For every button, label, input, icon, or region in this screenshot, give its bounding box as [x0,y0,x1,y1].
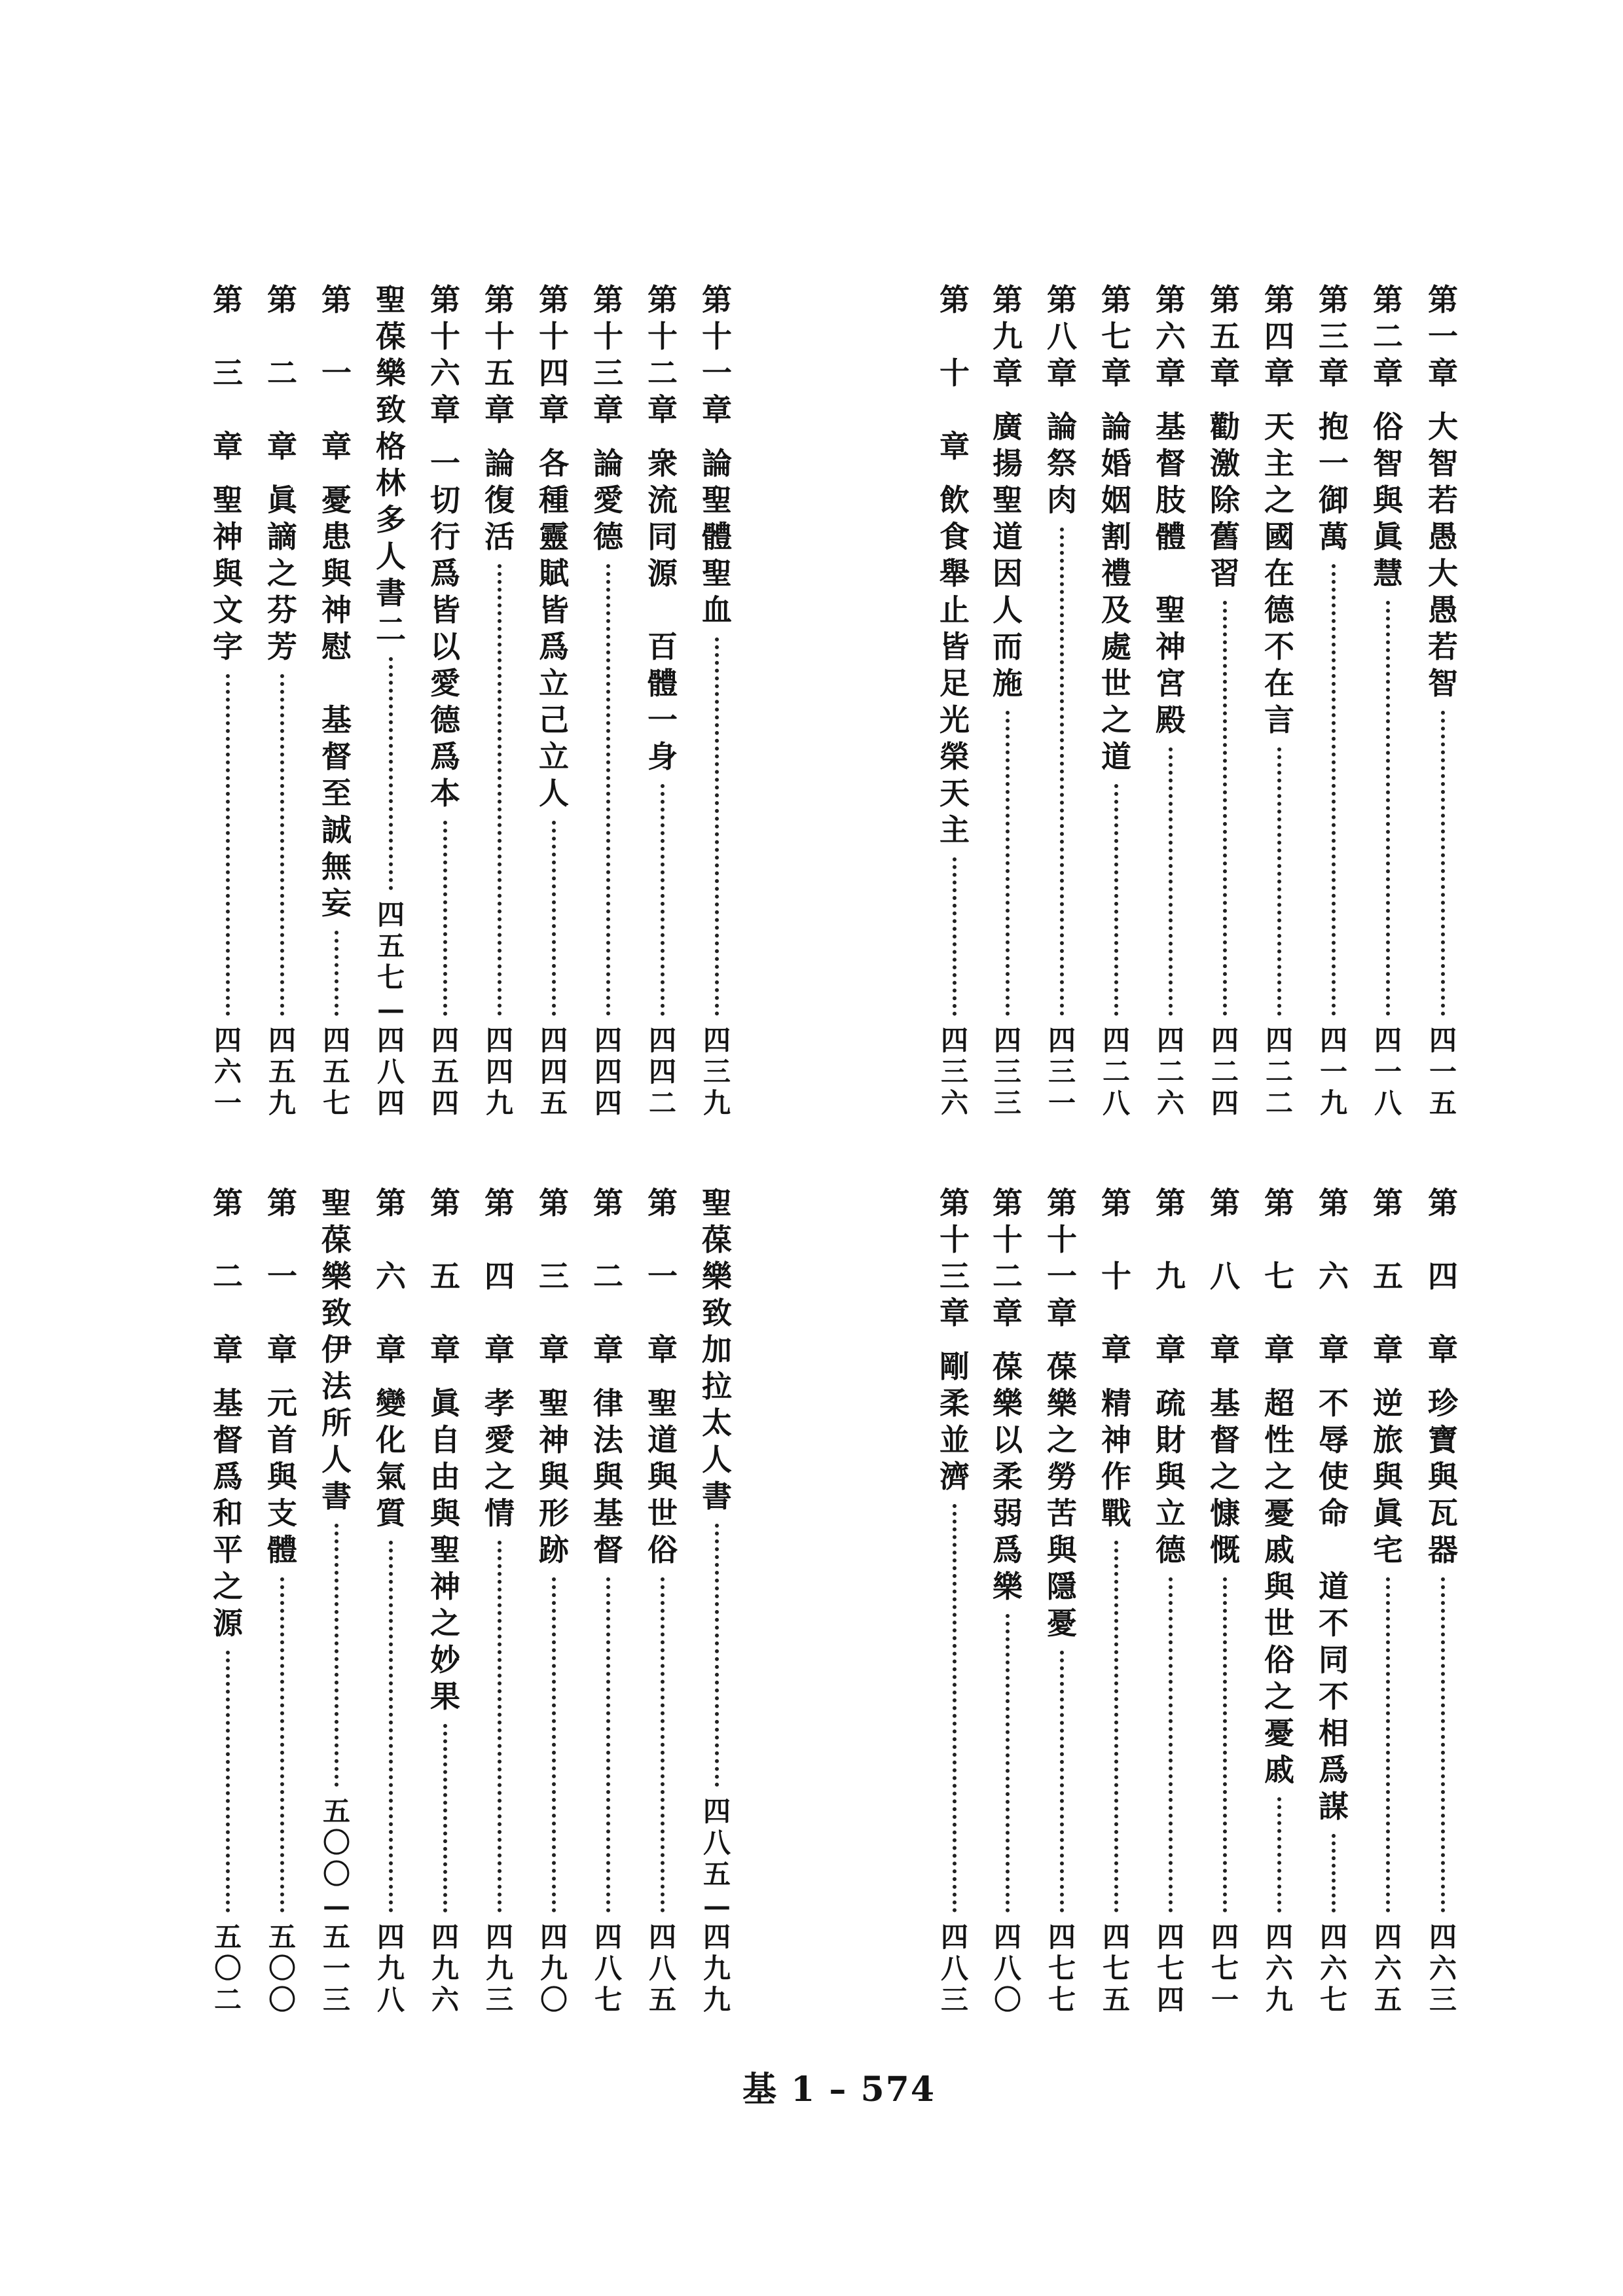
dot-leader [1169,747,1173,1016]
toc-entry [1423,281,1463,1119]
toc-entry [1042,281,1082,1119]
chapter-title: 變 化 氣 質 [376,1386,406,1531]
chapter-title: 珍 寶 與 瓦 器 [1428,1386,1458,1568]
chapter-title: 超 性 之 憂 戚 與 世 俗 之 憂 戚 [1264,1386,1294,1787]
dot-leader [661,784,665,1016]
dot-leader [1441,1577,1445,1912]
page-number: 四 六 九 [1265,1921,1293,2016]
toc-entry [1205,1185,1245,2016]
page-number: 四 四 五 [539,1024,568,1119]
dot-leader [1169,1577,1173,1912]
toc-entry [1368,1185,1408,2016]
dot-leader [280,674,284,1016]
page-number: 四 八 〇 [993,1921,1021,2016]
chapter-number: 第 五 章 [1210,282,1240,391]
chapter-title: 聖 道 與 世 俗 [647,1386,678,1568]
dot-leader [389,657,393,890]
toc-entry [1423,1185,1463,2016]
dot-leader [498,1541,501,1912]
toc-entry [1368,281,1408,1119]
chapter-title: 天 主 之 國 在 德 不 在 言 [1264,409,1294,738]
page-number: 四 六 一 [213,1024,242,1119]
dot-leader [606,564,610,1016]
chapter-title: 論 祭 肉 [1047,409,1077,518]
toc-entry [480,281,519,1119]
chapter-title: 基 督 之 慷 慨 [1210,1386,1240,1568]
toc-entry [208,1185,247,2016]
chapter-number: 第 四 章 [1428,1185,1458,1367]
dot-leader [1223,1577,1227,1912]
chapter-title: 疏 財 與 立 德 [1156,1386,1186,1568]
chapter-title: 憂 患 與 神 慰 基 督 至 誠 無 妄 [321,482,352,921]
toc-entry [208,281,247,1119]
page-number: 四 七 一 [1211,1921,1239,2016]
chapter-number: 第 一 章 [321,282,352,464]
page-number: 四 六 五 [1374,1921,1402,2016]
toc-entry [1097,1185,1136,2016]
chapter-title: 論 聖 體 聖 血 [702,446,732,628]
chapter-number: 第 二 章 [1373,282,1403,391]
chapter-number: 第 九 章 [1156,1185,1186,1367]
page-number: 四 五 九 [268,1024,296,1119]
dot-leader [335,931,338,1016]
dot-leader [715,1524,719,1787]
dot-leader [1114,1541,1118,1912]
page-number: 四 二 四 [1211,1024,1239,1119]
chapter-number: 第 七 章 [1101,282,1131,391]
toc-entry [317,281,356,1119]
chapter-number: 第 六 章 [1319,1185,1349,1367]
chapter-title: 飲 食 舉 止 皆 足 光 榮 天 主 [939,482,970,848]
section-title: 聖 葆 樂 致 伊 法 所 人 書 [321,1185,352,1514]
toc-entry [988,281,1027,1119]
toc-entry [1205,281,1245,1119]
toc-entry [534,281,574,1119]
toc-entry [589,281,628,1119]
page-number: 四 一 九 [1319,1024,1347,1119]
dot-leader [606,1577,610,1912]
dot-leader [1441,711,1445,1016]
toc-entry [263,281,302,1119]
page-number: 四 八 五 — 四 九 九 [702,1795,731,2016]
page-number: 四 三 六 [940,1024,968,1119]
chapter-number: 第 一 章 [1428,282,1458,391]
page-number: 四 三 一 [1048,1024,1076,1119]
page-number: 四 九 〇 [539,1921,568,2016]
chapter-number: 第 十 三 章 [939,1185,970,1331]
page-number: 五 〇 二 [213,1921,242,2016]
chapter-number: 第 一 章 [647,1185,678,1367]
page-number: 四 九 六 [431,1921,459,2016]
chapter-title: 不 辱 使 命 道 不 同 不 相 爲 謀 [1319,1386,1349,1824]
chapter-title: 抱 一 御 萬 [1319,409,1349,554]
dot-leader [1386,601,1390,1016]
dot-leader [1332,564,1336,1016]
page-number: 四 八 五 [648,1921,676,2016]
chapter-number: 第 八 章 [1047,282,1077,391]
chapter-number: 第 十 一 章 [702,282,732,427]
chapter-title: 聖 神 與 形 跡 [539,1386,569,1568]
chapter-number: 第 四 章 [484,1185,515,1367]
page-number: 四 四 四 [594,1024,622,1119]
chapter-number: 第 十 六 章 [430,282,460,427]
dot-leader [335,1524,338,1787]
dot-leader [1060,1651,1064,1912]
toc-section-heading [697,1185,737,2016]
chapter-title: 勸 激 除 舊 習 [1210,409,1240,591]
dot-leader [552,821,556,1016]
page-number: 四 五 七 [322,1024,350,1119]
chapter-title: 基 督 爲 和 平 之 源 [213,1386,243,1641]
page-number: 四 四 九 [485,1024,513,1119]
chapter-title: 聖 神 與 文 字 [213,482,243,664]
chapter-number: 第 七 章 [1264,1185,1294,1367]
dot-leader [226,1651,230,1912]
chapter-title: 基 督 肢 體 聖 神 宮 殿 [1156,409,1186,738]
toc-entry [1097,281,1136,1119]
page-number: 四 九 三 [485,1921,513,2016]
chapter-number: 第 二 章 [593,1185,623,1367]
page-number: 四 一 八 [1374,1024,1402,1119]
chapter-number: 第 十 四 章 [539,282,569,427]
toc-entry [1260,1185,1299,2016]
chapter-title: 葆 樂 以 柔 弱 爲 樂 [993,1349,1023,1604]
chapter-number: 第 六 章 [376,1185,406,1367]
section-title: 聖 葆 樂 致 加 拉 太 人 書 [702,1185,732,1514]
chapter-number: 第 五 章 [1373,1185,1403,1367]
dot-leader [552,1577,556,1912]
toc-entry [480,1185,519,2016]
dot-leader [443,821,447,1016]
chapter-title: 論 婚 姻 割 禮 及 處 世 之 道 [1101,409,1131,774]
toc-entry [263,1185,302,2016]
chapter-number: 第 五 章 [430,1185,460,1367]
toc-entry [426,281,465,1119]
toc-entry [935,281,974,1119]
dot-leader [498,564,501,1016]
chapter-title: 精 神 作 戰 [1101,1386,1131,1531]
chapter-number: 第 十 三 章 [593,282,623,427]
chapter-title: 論 復 活 [484,446,515,554]
toc-section-heading [371,281,410,1119]
page-number: 四 一 五 [1429,1024,1457,1119]
chapter-number: 第 三 章 [539,1185,569,1367]
page-number: 四 七 五 [1102,1921,1130,2016]
dot-leader [715,637,719,1016]
toc-entry [643,281,682,1119]
chapter-number: 第 三 章 [1319,282,1349,391]
page-number: 四 八 三 [940,1921,968,2016]
toc-entry [371,1185,410,2016]
chapter-title: 廣 揚 聖 道 因 人 而 施 [993,409,1023,701]
chapter-number: 第 二 章 [267,282,297,464]
chapter-title: 逆 旅 與 眞 宅 [1373,1386,1403,1568]
toc-entry [988,1185,1027,2016]
page-number: 四 八 七 [594,1921,622,2016]
chapter-number: 第 六 章 [1156,282,1186,391]
chapter-number: 第 十 章 [1101,1185,1131,1367]
page-number: 四 二 六 [1156,1024,1184,1119]
toc-entry [697,281,737,1119]
chapter-title: 剛 柔 並 濟 [939,1349,970,1494]
chapter-title: 眞 謫 之 芬 芳 [267,482,297,664]
dot-leader [661,1577,665,1912]
page-number: 四 七 七 [1048,1921,1076,2016]
chapter-number: 第 二 章 [213,1185,243,1367]
toc-entry [534,1185,574,2016]
toc-section-heading [317,1185,356,2016]
dot-leader [226,674,230,1016]
dot-leader [1223,601,1227,1016]
dot-leader [953,1504,957,1912]
toc-entry [935,1185,974,2016]
toc-entry [1151,281,1190,1119]
dot-leader [953,857,957,1016]
dot-leader [1114,784,1118,1016]
page-number: 四 三 九 [702,1024,731,1119]
chapter-title: 律 法 與 基 督 [593,1386,623,1568]
toc-entry [1260,281,1299,1119]
chapter-number: 第 一 章 [267,1185,297,1367]
dot-leader [389,1541,393,1912]
chapter-number: 第 八 章 [1210,1185,1240,1367]
dot-leader [1277,747,1281,1016]
page-number: 四 二 八 [1102,1024,1130,1119]
page-number: 四 五 四 [431,1024,459,1119]
dot-leader [1386,1577,1390,1912]
chapter-number: 第 四 章 [1264,282,1294,391]
chapter-number: 第 十 一 章 [1047,1185,1077,1331]
toc-entry [589,1185,628,2016]
page-number: 四 六 七 [1319,1921,1347,2016]
chapter-number: 第 十 五 章 [484,282,515,427]
page-number: 四 七 四 [1156,1921,1184,2016]
page-number: 四 九 八 [376,1921,405,2016]
chapter-title: 衆 流 同 源 百 體 一 身 [647,446,678,774]
dot-leader [1277,1797,1281,1912]
dot-leader [1332,1834,1336,1912]
chapter-number: 第 十 二 章 [993,1185,1023,1331]
page-number: 四 五 七 — 四 八 四 [376,899,405,1119]
chapter-title: 俗 智 與 眞 慧 [1373,409,1403,591]
chapter-title: 葆 樂 之 勞 苦 與 隱 憂 [1047,1349,1077,1641]
chapter-title: 論 愛 德 [593,446,623,554]
dot-leader [443,1724,447,1912]
chapter-number: 第 九 章 [993,282,1023,391]
page-number: 五 〇 〇 — 五 一 三 [322,1795,350,2016]
toc-entry [643,1185,682,2016]
chapter-title: 一 切 行 爲 皆 以 愛 德 爲 本 [430,446,460,811]
chapter-number: 第 十 二 章 [647,282,678,427]
page-number: 四 四 二 [648,1024,676,1119]
toc-entry [1314,1185,1353,2016]
dot-leader [1060,528,1064,1016]
chapter-title: 大 智 若 愚 大 愚 若 智 [1428,409,1458,701]
page-number: 四 六 三 [1429,1921,1457,2016]
toc-entry [1042,1185,1082,2016]
page-number: 五 〇 〇 [268,1921,296,2016]
dot-leader [1006,711,1010,1016]
page-number: 四 二 二 [1265,1024,1293,1119]
page-number: 四 三 三 [993,1024,1021,1119]
section-title: 聖 葆 樂 致 格 林 多 人 書 二 [376,282,406,647]
chapter-title: 眞 自 由 與 聖 神 之 妙 果 [430,1386,460,1714]
chapter-title: 元 首 與 支 體 [267,1386,297,1568]
chapter-title: 孝 愛 之 情 [484,1386,515,1531]
chapter-number: 第 三 章 [213,282,243,464]
toc-entry [426,1185,465,2016]
page-folio: 基 1 – 574 [742,2070,936,2109]
chapter-title: 各 種 靈 賦 皆 爲 立 己 立 人 [539,446,569,811]
toc-entry [1314,281,1353,1119]
chapter-number: 第 十 章 [939,282,970,464]
dot-leader [1006,1614,1010,1912]
dot-leader [280,1577,284,1912]
toc-entry [1151,1185,1190,2016]
